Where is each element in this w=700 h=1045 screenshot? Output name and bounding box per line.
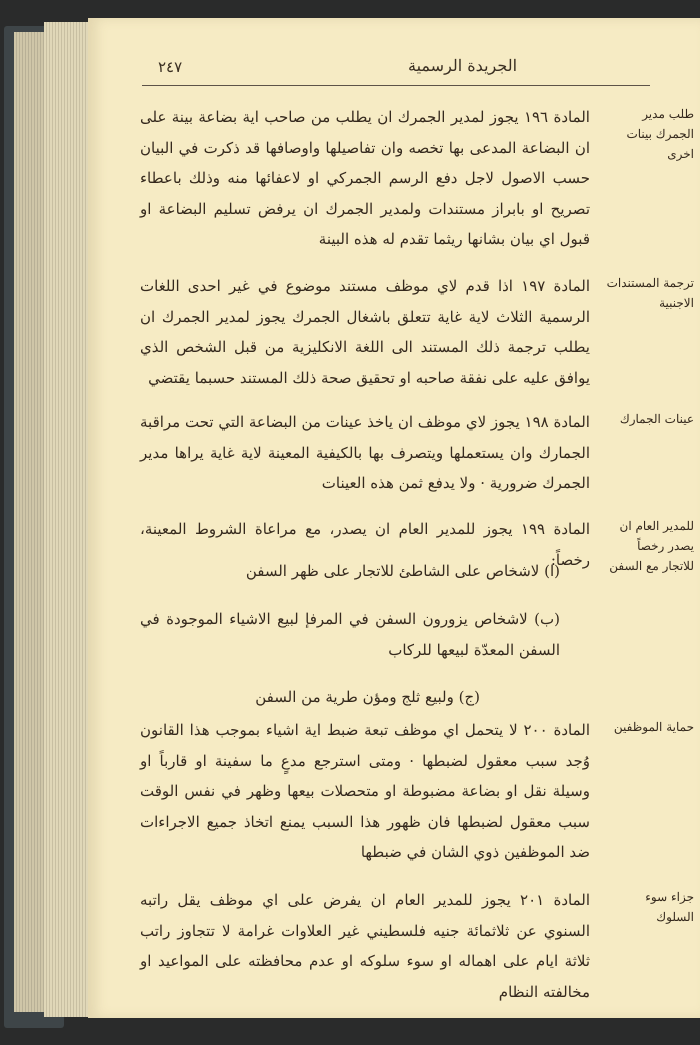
list-item: (ا) لاشخاص على الشاطئ للاتجار على ظهر السفن [245,562,560,580]
list-item: (ج) ولبيع ثلج ومؤن طرية من السفن [255,688,480,706]
margin-note: جزاء سوء السلوك [645,890,694,924]
page-edges-inner [44,22,90,1017]
margin-note: عينات الجمارك [619,412,694,426]
running-title: الجريدة الرسمية [408,56,518,75]
margin-note: ترجمة المستندات الاجنبية [606,276,694,310]
header-rule [142,85,650,86]
article-text: المادة ٢٠٠ لا يتحمل اي موظف تبعة ضبط اية اشياء بموجب هذا القانون وُجد سبب معقول لضبطها · ومتى استرجع مدعٍ ما سفينة او قارباً او وسيلة نقل او بضاعة مضبوطة او متحصلات بيعها وظهر في نفس الوقت سبب معقول لضبطها فان ظهور هذا السبب يمنع اتخاذ جميع الاجراءات ضد الموظفين ذوي الشان في ضبطها [140,721,590,861]
article-text: المادة ٢٠١ يجوز للمدير العام ان يفرض على اي موظف يقل راتبه السنوي عن ثلاثمائة جنيه فلسطيني غير العلاوات غرامة لا تتجاوز راتب ثلاثة ايام على اهماله او سوء سلوكه او عدم محافظته على المواعيد او مخالفته النظام [140,891,590,1001]
list-item: (ب) لاشخاص يزورون السفن في المرفإ لبيع الاشياء الموجودة في السفن المعدّة لبيعها للركاب [140,610,560,659]
page-edges [14,32,44,1012]
margin-note: للمدير العام ان يصدر رخصاً للاتجار مع السفن [609,519,694,573]
page-number: ٢٤٧ [158,58,183,76]
margin-note: طلب مدير الجمرك بينات اخرى [626,107,694,161]
article-text: المادة ١٩٧ اذا قدم لاي موظف مستند موضوع في غير احدى اللغات الرسمية الثلاث لاية غاية تتعلق باشغال الجمرك يجوز لمدير الجمرك ان يطلب ترجمة ذلك المستند الى اللغة الانكليزية من قبل الشخص الذي يوافق عليه على نفقة صاحبه او تحقيق صحة ذلك المستند حسبما يقتضي [140,277,590,387]
article-text: المادة ١٩٦ يجوز لمدير الجمرك ان يطلب من صاحب اية بضاعة بينة على ان البضاعة المدعى بها تخصه وان تفاصيلها واوصافها قد ذكرت في البيان حسب الاصول لاجل دفع الرسم الجمركي او لاعفائها منه وذلك باعطاء تصريح او بابراز مستندات ولمدير الجمرك ان يرفض تسليم البضاعة او قبول اي بيان بشانها ريثما تقدم له هذه البينة [140,108,590,248]
article-text: المادة ١٩٨ يجوز لاي موظف ان ياخذ عينات من البضاعة التي تحت مراقبة الجمارك وان يستعملها ويتصرف بها بالكيفية المعينة لاية غاية يراها مدير الجمرك ضرورية · ولا يدفع ثمن هذه العينات [140,413,590,492]
article-text: المادة ١٩٩ يجوز للمدير العام ان يصدر، مع مراعاة الشروط المعينة، رخصاً: [140,520,590,569]
book-page [88,18,700,1018]
margin-note: حماية الموظفين [613,720,694,734]
